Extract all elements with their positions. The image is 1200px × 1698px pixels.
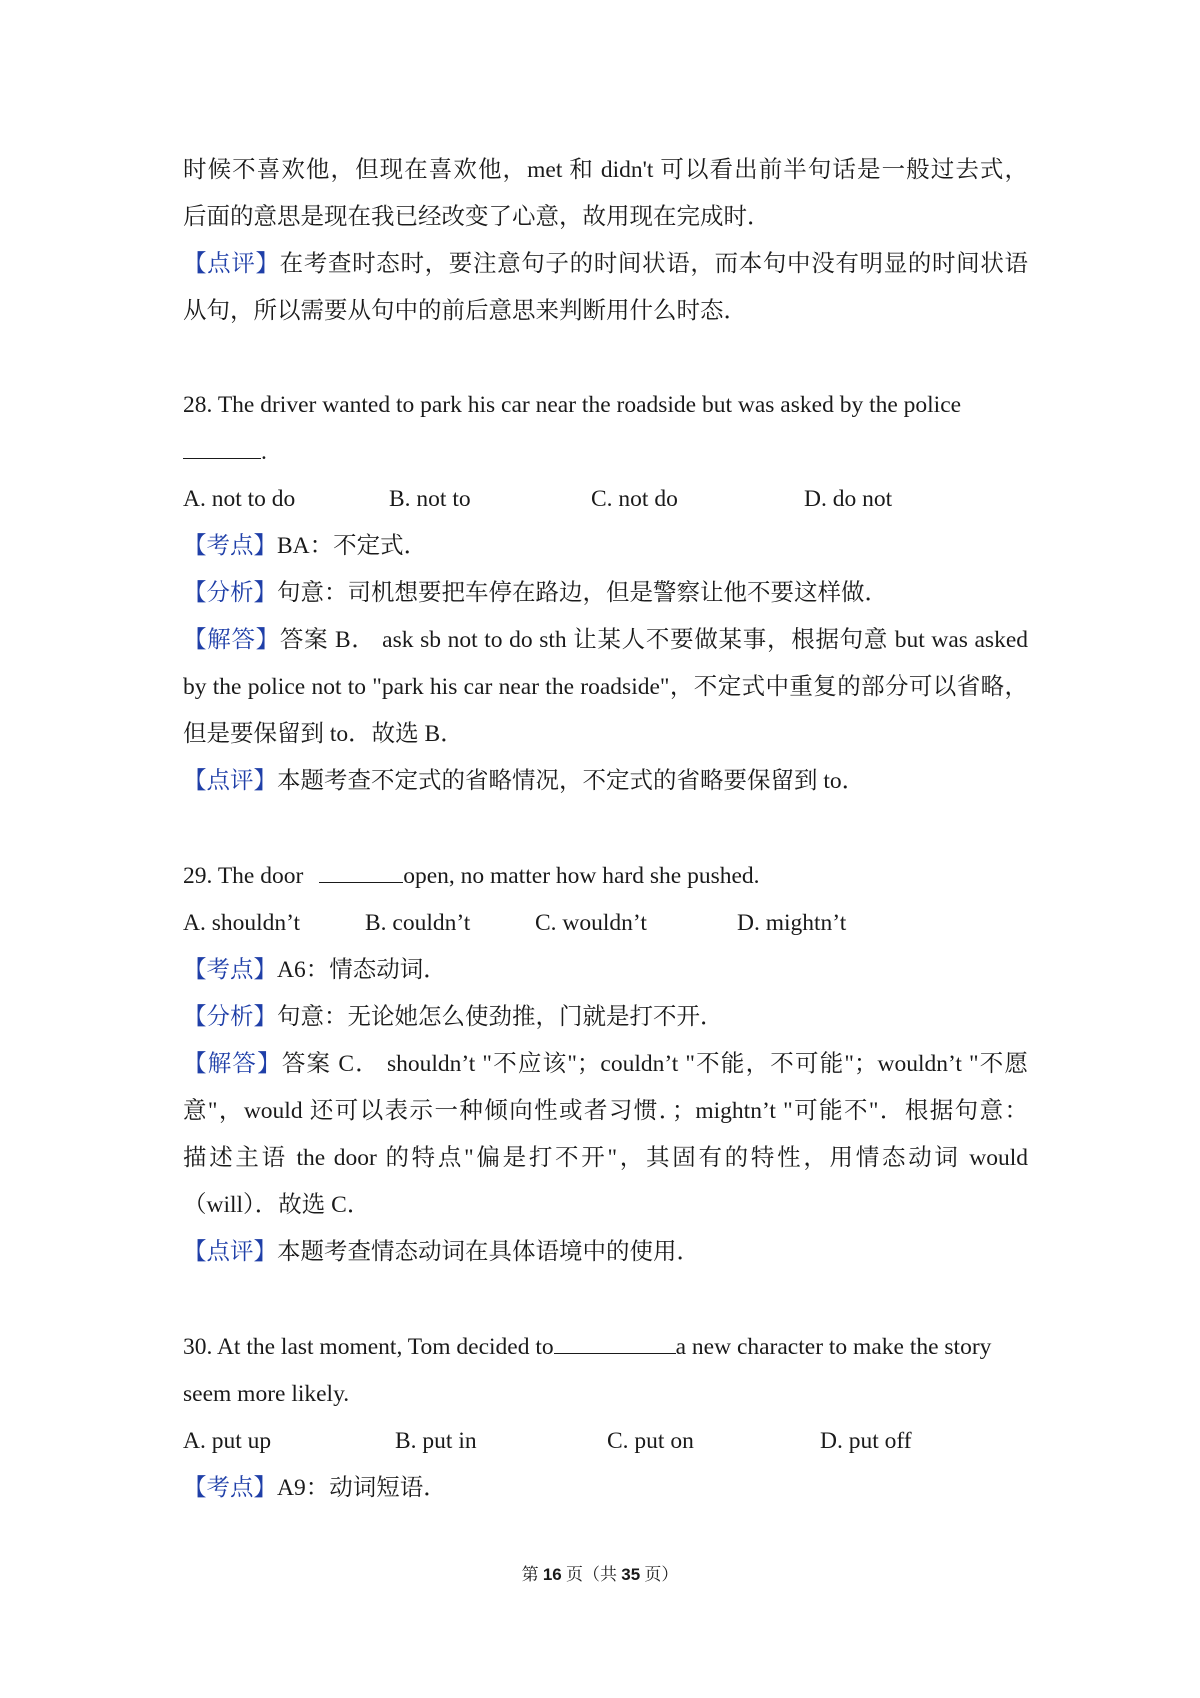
q28-kaodian [183,530,1028,562]
option-b: B. couldn’t [365,910,471,936]
fenxi-tag: 【分析】 [183,580,277,606]
footer-prefix: 第 [521,1565,543,1584]
q28-jieda-line-3: 但是要保留到 to．故选 B． [183,721,464,747]
prev-comment-line-2: 从句，所以需要从句中的前后意思来判断用什么时态． [183,298,747,324]
answer-blank [554,1331,676,1354]
stem-start: 30. At the last moment, Tom decided to [183,1334,554,1360]
kaodian-tag: 【考点】 [183,1475,277,1501]
q29-jieda-line-2: 意"，would 还可以表示一种倾向性或者习惯．；mightn’t "可能不"．根据句意： [183,1098,1028,1124]
option-a: A. not to do [183,486,296,512]
prev-analysis-line-2: 后面的意思是现在我已经改变了心意，故用现在完成时． [183,204,771,230]
option-c: C. put on [607,1428,694,1454]
option-c: C. wouldn’t [535,910,647,936]
kaodian-tag: 【考点】 [183,957,277,983]
dianping-tag: 【点评】 [183,1239,277,1265]
kaodian-text: A9：动词短语． [277,1475,447,1501]
stem-period: . [261,439,267,465]
comment-text: 在考查时态时，要注意句子的时间状语，而本句中没有明显的时间状语 [279,251,1029,277]
q30-stem-line-2: seem more likely. [183,1381,350,1407]
option-b: B. put in [395,1428,477,1454]
q29-stem [183,860,1028,892]
answer-blank [183,436,261,459]
fenxi-text: 句意：司机想要把车停在路边，但是警察让他不要这样做． [277,580,888,606]
q28-stem-line-2 [183,436,1028,468]
option-a: A. put up [183,1428,272,1454]
fenxi-tag: 【分析】 [183,1004,277,1030]
kaodian-text: A6：情态动词． [277,957,447,983]
option-a: A. shouldn’t [183,910,301,936]
q28-stem-line-1: 28. The driver wanted to park his car near the roadside but was asked by the police [183,392,962,418]
jieda-text: 答案 C． shouldn’t "不应该"；couldn’t "不能，不可能"；wouldn’t "不愿 [281,1051,1029,1077]
stem-end: open, no matter how hard she pushed. [403,863,760,889]
q30-stem-line-1 [183,1331,1028,1363]
q29-fenxi [183,1001,1028,1033]
q29-kaodian [183,954,1028,986]
dianping-text: 本题考查不定式的省略情况，不定式的省略要保留到 to． [277,768,866,794]
prev-comment-line-1 [183,248,1028,280]
page-number: 16 [542,1565,562,1584]
q29-dianping [183,1236,1028,1268]
page-footer [0,1563,1200,1587]
option-b: B. not to [389,486,471,512]
footer-middle: 页（共 [561,1565,622,1584]
prev-analysis-line-1: 时候不喜欢他，但现在喜欢他，met 和 didn't 可以看出前半句话是一般过去式， [183,157,1028,183]
option-d: D. put off [820,1428,912,1454]
q30-kaodian [183,1472,1028,1504]
jieda-tag: 【解答】 [183,627,280,653]
dianping-text: 本题考查情态动词在具体语境中的使用． [277,1239,700,1265]
dianping-tag: 【点评】 [183,768,277,794]
q29-jieda-line-1 [183,1048,1028,1080]
jieda-text: 答案 B． ask sb not to do sth 让某人不要做某事，根据句意 but was asked [279,627,1029,653]
q28-dianping [183,765,1028,797]
option-d: D. do not [804,486,893,512]
fenxi-text: 句意：无论她怎么使劲推，门就是打不开． [277,1004,724,1030]
q28-options [183,483,1028,515]
footer-suffix: 页） [640,1565,679,1584]
q29-jieda-line-3: 描述主语 the door 的特点"偏是打不开"，其固有的特性，用情态动词 would [183,1145,1028,1171]
stem-start: 29. The door [183,863,310,889]
stem-end: a new character to make the story [675,1334,992,1360]
q28-jieda-line-1 [183,624,1028,656]
q29-options [183,907,1028,939]
q30-options [183,1425,1028,1457]
q28-jieda-line-2: by the police not to "park his car near the roadside"，不定式中重复的部分可以省略， [183,674,1028,700]
total-pages: 35 [621,1565,641,1584]
q29-jieda-line-4: （will）．故选 C． [183,1192,371,1218]
option-d: D. mightn’t [737,910,847,936]
kaodian-text: BA：不定式． [277,533,428,559]
kaodian-tag: 【考点】 [183,533,277,559]
option-c: C. not do [591,486,678,512]
q28-fenxi [183,577,1028,609]
jieda-tag: 【解答】 [183,1051,282,1077]
comment-tag: 【点评】 [183,251,280,277]
answer-blank [319,860,403,883]
